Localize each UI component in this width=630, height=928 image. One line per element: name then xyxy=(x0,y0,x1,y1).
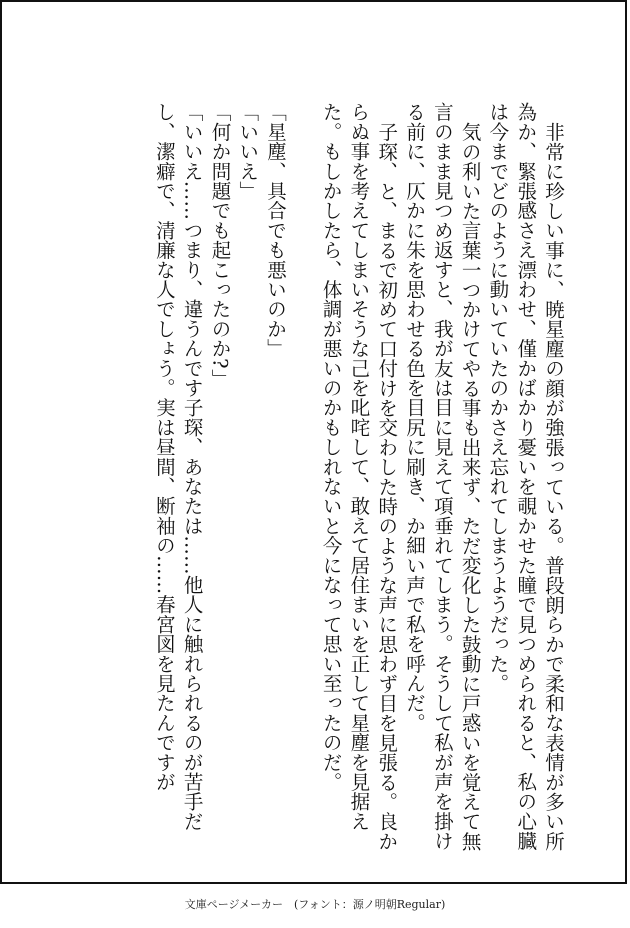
paragraph-2: 気の利いた言葉一つかけてやる事も出来ず、ただ変化した鼓動に戸惑いを覚えて無言のまま見つめ返すと、我が友は目に見えて項垂れてしまう。そうして私が声を掛ける前に、仄かに朱を思わせる色を目尻に刷き、か細い声で私を呼んだ。 xyxy=(403,102,482,851)
paragraph-1: 非常に珍しい事に、暁星塵の顔が強張っている。普段朗らかで柔和な表情が多い所為か、緊張感さえ漂わせ、僅かばかり憂いを覗かせた瞳で見つめられると、私の心臓は今までどのように動いていたのかさえ忘れてしまうようだった。 xyxy=(486,102,565,851)
paragraph-3: 子琛、と、まるで初めて口付けを交わした時のような声に思わず目を見張る。良からぬ事を考えてしまいそうな己を叱咤して、敢えて居住まいを正して星塵を見据えた。もしかしたら、体調が悪いのかもしれないと今になって思い至ったのだ。 xyxy=(319,102,399,851)
footer-caption: 文庫ページメーカー (フォント：源ノ明朝Regular) xyxy=(184,898,446,911)
dialogue-line-1: 「星塵、具合でも悪いのか」 xyxy=(264,102,288,359)
vertical-text-body xyxy=(67,102,567,862)
dialogue-line-2: 「いいえ」 xyxy=(236,102,260,201)
blank-line xyxy=(289,102,317,862)
dialogue-line-4: 「いいえ……つまり、違うんです子琛、あなたは……他人に触れられるのが苦手だし、潔癖で、清廉な人でしょう。実は昼間、断袖の……春宮図を見たんですが xyxy=(152,102,204,831)
dialogue-line-3: 「何か問題でも起こったのか?」 xyxy=(208,102,232,389)
